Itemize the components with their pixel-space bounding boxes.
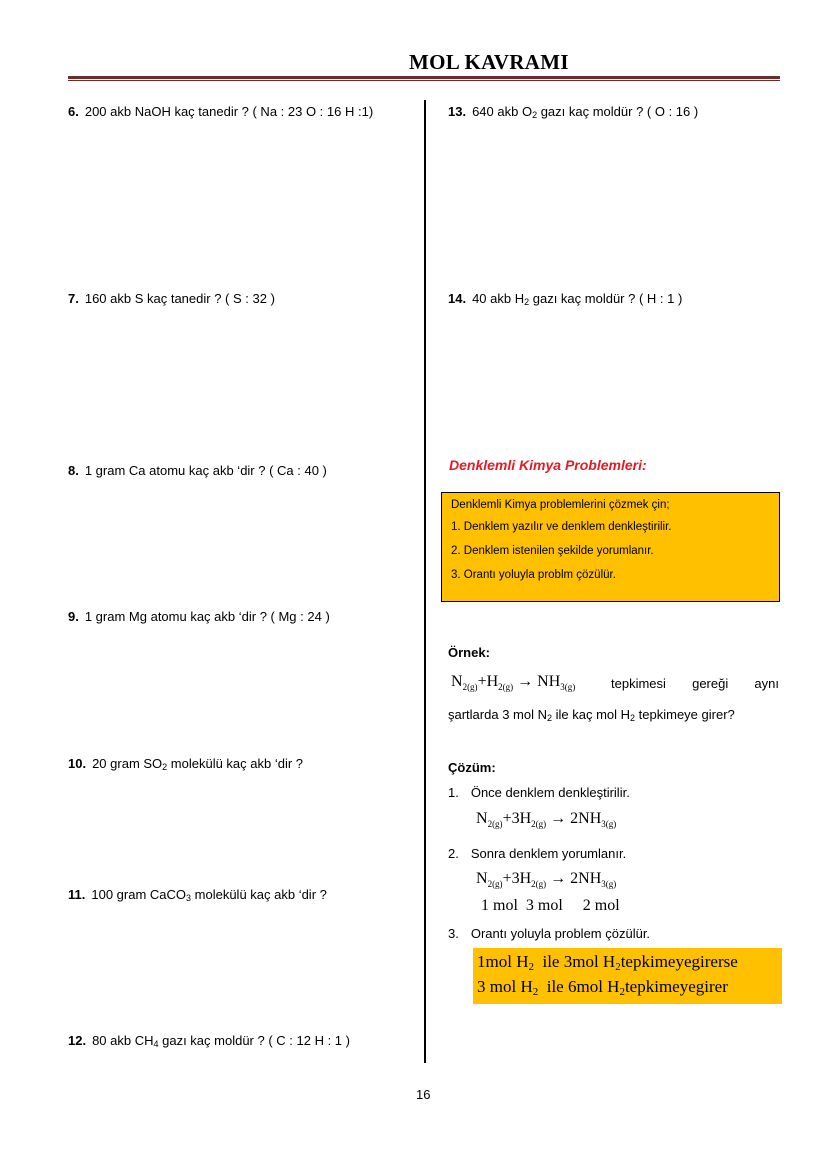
info-box (441, 492, 780, 602)
step-number: 1. (448, 785, 459, 800)
subscript: 2 (532, 110, 538, 120)
question-number: 9. (68, 609, 79, 624)
subscript: 2 (630, 713, 636, 723)
question-number: 10. (68, 756, 87, 771)
question-text-a: 100 gram CaCO (91, 887, 187, 902)
box-line: Denklemli Kimya problemlerini çözmek çin; (451, 499, 670, 511)
eq-part: N (476, 870, 488, 887)
eq-part: +3H (502, 810, 532, 827)
ratio-line-1 (477, 951, 782, 973)
ratio-part: ile 3mol H (533, 952, 616, 971)
eq-part: N (476, 810, 488, 827)
box-line: 3. Orantı yoluyla problm çözülür. (451, 569, 616, 581)
solution-label: Çözüm: (448, 760, 496, 775)
question-12 (68, 1033, 350, 1049)
ratio-part: tepkimeyegirerse (620, 952, 738, 971)
step-text: Önce denklem denkleştirilir. (470, 785, 630, 800)
ratio-part: 1mol H (477, 952, 529, 971)
balanced-equation-2 (476, 870, 616, 888)
balanced-equation-1 (476, 810, 616, 828)
ratio-part: ile 6mol H (538, 977, 620, 996)
mole-line: 1 mol 3 mol 2 mol (481, 897, 620, 914)
solution-step-2 (448, 846, 626, 861)
section-heading: Denklemli Kimya Problemleri: (449, 457, 647, 473)
question-number: 6. (68, 104, 79, 119)
ratio-subscript: 2 (619, 986, 625, 998)
question-text: 1 gram Ca atomu kaç akb ‘dir ? ( Ca : 40 ) (84, 463, 327, 478)
eq-subscript: 2(g) (462, 682, 478, 692)
title-rule-thin (68, 80, 780, 81)
eq-part: → NH (513, 673, 561, 690)
eq-subscript: 3(g) (560, 682, 576, 692)
question-text-a: 640 akb O (472, 104, 533, 119)
box-line: 2. Denklem istenilen şekilde yorumlanır. (451, 545, 654, 557)
eq-subscript: 2(g) (487, 819, 503, 829)
question-text: 200 akb NaOH kaç tanedir ? ( Na : 23 O : 16 H :1) (84, 104, 374, 119)
question-text-a: 40 akb H (472, 291, 525, 306)
step-number: 3. (448, 926, 459, 941)
step-text: Orantı yoluyla problem çözülür. (470, 926, 651, 941)
subscript: 2 (162, 762, 168, 772)
subscript: 4 (153, 1039, 159, 1049)
question-text-b: gazı kaç moldür ? ( C : 12 H : 1 ) (158, 1033, 350, 1048)
question-9 (68, 609, 330, 625)
subscript: 2 (546, 713, 552, 723)
question-number: 11. (68, 887, 86, 902)
eq-subscript: 2(g) (531, 879, 547, 889)
page-title: MOL KAVRAMI (409, 50, 569, 74)
text-part: şartlarda 3 mol N (448, 707, 547, 722)
eq-subscript: 2(g) (487, 879, 503, 889)
ratio-subscript: 2 (528, 961, 534, 973)
question-text-b: gazı kaç moldür ? ( H : 1 ) (529, 291, 683, 306)
ratio-part: 3 mol H (477, 977, 533, 996)
question-14 (448, 291, 682, 307)
example-text-line1: tepkimesi gereği aynı (611, 676, 779, 691)
example-equation (451, 673, 575, 691)
eq-subscript: 3(g) (601, 819, 617, 829)
step-text: Sonra denklem yorumlanır. (470, 846, 627, 861)
question-text: 1 gram Mg atomu kaç akb ‘dir ? ( Mg : 24 ) (84, 609, 330, 624)
question-text: 160 akb S kaç tanedir ? ( S : 32 ) (84, 291, 275, 306)
question-number: 8. (68, 463, 79, 478)
subscript: 2 (524, 297, 530, 307)
question-number: 12. (68, 1033, 87, 1048)
eq-subscript: 2(g) (531, 819, 547, 829)
solution-step-3 (448, 926, 650, 941)
title-rule-thick (68, 76, 780, 79)
question-number: 13. (448, 104, 467, 119)
ratio-subscript: 2 (615, 961, 621, 973)
question-text-b: molekülü kaç akb ‘dir ? (191, 887, 327, 902)
question-number: 14. (448, 291, 467, 306)
eq-part: +3H (502, 870, 532, 887)
question-8 (68, 463, 327, 479)
question-7 (68, 291, 275, 307)
question-10 (68, 756, 303, 772)
text-part: ile kaç mol H (552, 707, 631, 722)
subscript: 3 (186, 893, 192, 903)
question-text-b: gazı kaç moldür ? ( O : 16 ) (537, 104, 699, 119)
ratio-highlight (473, 948, 782, 1004)
question-text-a: 20 gram SO (92, 756, 163, 771)
column-divider (424, 100, 426, 1063)
eq-subscript: 2(g) (498, 682, 514, 692)
question-6 (68, 104, 373, 120)
ratio-line-2 (477, 976, 782, 998)
example-label: Örnek: (448, 645, 490, 660)
eq-part: +H (477, 673, 499, 690)
eq-part: N (451, 673, 463, 690)
question-number: 7. (68, 291, 79, 306)
text-part: tepkimeye girer? (635, 707, 735, 722)
question-text-a: 80 akb CH (92, 1033, 154, 1048)
ratio-part: tepkimeyegirer (624, 977, 728, 996)
eq-part: → 2NH (546, 810, 602, 827)
eq-part: → 2NH (546, 870, 602, 887)
eq-subscript: 3(g) (601, 879, 617, 889)
box-line: 1. Denklem yazılır ve denklem denkleştirilir. (451, 521, 672, 533)
question-11 (68, 887, 327, 903)
solution-step-1 (448, 785, 630, 800)
page-number: 16 (416, 1087, 431, 1102)
ratio-subscript: 2 (532, 986, 539, 998)
step-number: 2. (448, 846, 459, 861)
question-13 (448, 104, 698, 120)
question-text-b: molekülü kaç akb ‘dir ? (167, 756, 304, 771)
example-text-line2 (448, 707, 735, 722)
